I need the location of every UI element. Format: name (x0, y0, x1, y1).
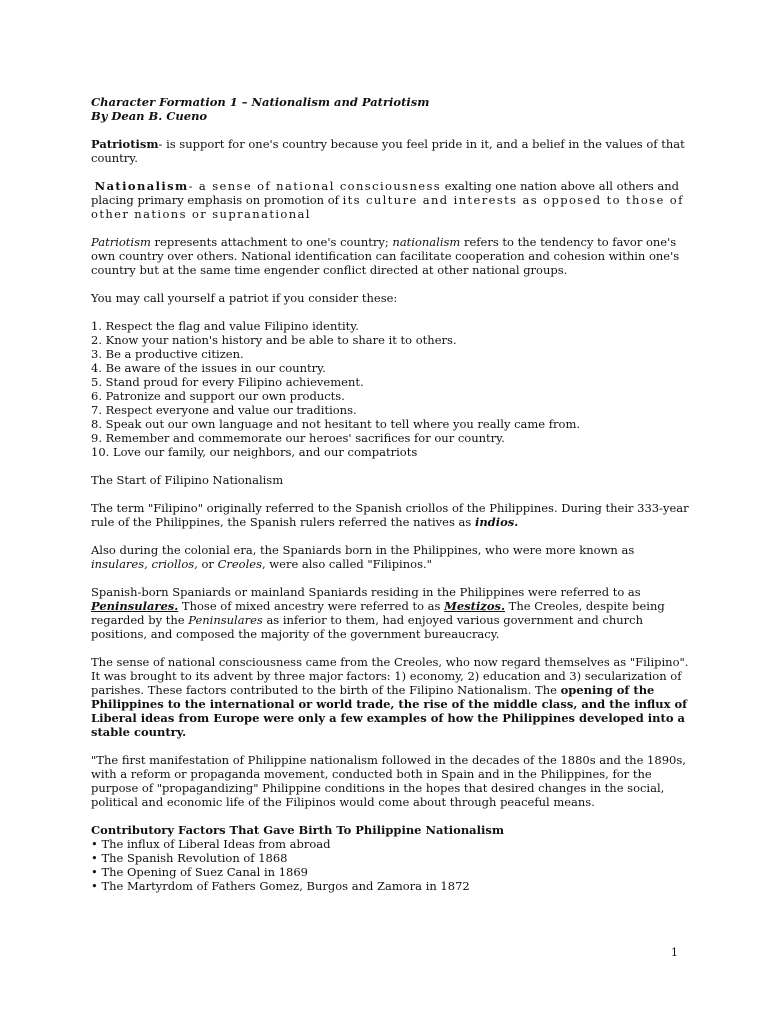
colonial-paragraph (91, 543, 691, 571)
consciousness-bold: opening of the Philippines to the international or world trade, the rise of the middle class, and the influx of Liberal ideas from Europe were only a few examples of how the Philippines developed into a stable country. (91, 683, 688, 739)
list-item: 2. Know your nation's history and be able to share it to others. (91, 333, 457, 347)
comparison-part-2: refers to the tendency to favor one's own country over others. National identification can facilitate cooperation and cohesion within one's country but at the same time engender conflict directed at other national groups. (91, 235, 680, 277)
list-item: 5. Stand proud for every Filipino achievement. (91, 375, 364, 389)
peninsulares-text-1: Spanish-born Spaniards or mainland Spaniards residing in the Philippines were referred to as (91, 585, 641, 599)
list-item: • The Opening of Suez Canal in 1869 (91, 865, 308, 879)
consciousness-text: The sense of national consciousness came from the Creoles, who now regard themselves as "Filipino". It was brought to its advent by three major factors: 1) economy, 2) education and 3) secularization of parishes. These factors contributed to the birth of the Filipino Nationalism. The (91, 655, 689, 697)
list-item: 10. Love our family, our neighbors, and our compatriots (91, 445, 418, 459)
patriotism-term: Patriotism (91, 137, 159, 151)
nationalism-term: Nationalism (94, 179, 189, 193)
term-filipino-text: The term "Filipino" originally referred to the Spanish criollos of the Philippines. During their 333-year rule of the Philippines, the Spanish rulers referred the natives as (91, 501, 689, 529)
indios-term: indios. (474, 515, 519, 529)
list-item: 9. Remember and commemorate our heroes' sacrifices for our country. (91, 431, 505, 445)
list-item: 4. Be aware of the issues in our country. (91, 361, 326, 375)
factors-heading: Contributory Factors That Gave Birth To Philippine Nationalism (91, 823, 505, 837)
patriotism-definition (91, 137, 691, 165)
list-item: 6. Patronize and support our own products. (91, 389, 345, 403)
colonial-or: or (197, 557, 218, 571)
nationalism-definition (91, 179, 691, 221)
page-number: 1 (671, 946, 678, 959)
list-item: 8. Speak out our own language and not hesitant to tell where you really came from. (91, 417, 581, 431)
list-item: 7. Respect everyone and value our traditions. (91, 403, 357, 417)
document-title: Character Formation 1 – Nationalism and Patriotism (91, 95, 430, 109)
document-author: By Dean B. Cueno (91, 109, 208, 123)
manifestation-paragraph: "The first manifestation of Philippine nationalism followed in the decades of the 1880s and the 1890s, with a reform or propaganda movement, conducted both in Spain and in the Philippines, for the purpose of "propagandizing" Philippine conditions in the hopes that desired changes in the social, political and economic life of the Filipinos would come about through peaceful means. (91, 753, 686, 809)
peninsulares-text-2: Those of mixed ancestry were referred to as (178, 599, 445, 613)
nationalism-text-spaced: - a sense of national consciousness (188, 179, 442, 193)
list-item: 1. Respect the flag and value Filipino identity. (91, 319, 359, 333)
peninsulares-paragraph (91, 585, 691, 641)
nationalism-text: exalting one nation above all others and placing primary emphasis on promotion of (91, 179, 680, 207)
peninsulares-term: Peninsulares. (91, 599, 179, 613)
consciousness-paragraph (91, 655, 691, 739)
comparison-paragraph (91, 235, 691, 277)
patriot-intro: You may call yourself a patriot if you consider these: (91, 291, 398, 305)
colonial-text-1: Also during the colonial era, the Spaniards born in the Philippines, who were more known as (91, 543, 635, 557)
factors-list (91, 837, 691, 893)
insulares-term: insulares, criollos, (91, 557, 198, 571)
patriot-list (91, 319, 691, 459)
peninsulares-text-4: as inferior to them, had enjoyed various government and church positions, and composed the majority of the government bureaucracy. (91, 613, 643, 641)
document-body (91, 95, 691, 893)
list-item: 3. Be a productive citizen. (91, 347, 244, 361)
peninsulares-term-2: Peninsulares (188, 613, 263, 627)
peninsulares-text-3: The Creoles, despite being regarded by the (91, 599, 665, 627)
colonial-text-2: , were also called "Filipinos." (261, 557, 432, 571)
nationalism-text-spaced-2: its culture and interests as opposed to those of other nations or supranational (91, 193, 684, 221)
mestizos-term: Mestizos. (444, 599, 505, 613)
section-heading: The Start of Filipino Nationalism (91, 473, 284, 487)
creoles-term: Creoles (217, 557, 262, 571)
patriotism-text: - is support for one's country because you feel pride in it, and a belief in the values of that country. (91, 137, 685, 165)
comparison-term-nationalism: nationalism (392, 235, 461, 249)
list-item: • The Martyrdom of Fathers Gomez, Burgos and Zamora in 1872 (91, 879, 470, 893)
comparison-part-1: represents attachment to one's country; (150, 235, 393, 249)
list-item: • The influx of Liberal Ideas from abroad (91, 837, 331, 851)
comparison-term-patriotism: Patriotism (91, 235, 151, 249)
list-item: • The Spanish Revolution of 1868 (91, 851, 288, 865)
term-filipino-paragraph (91, 501, 691, 529)
